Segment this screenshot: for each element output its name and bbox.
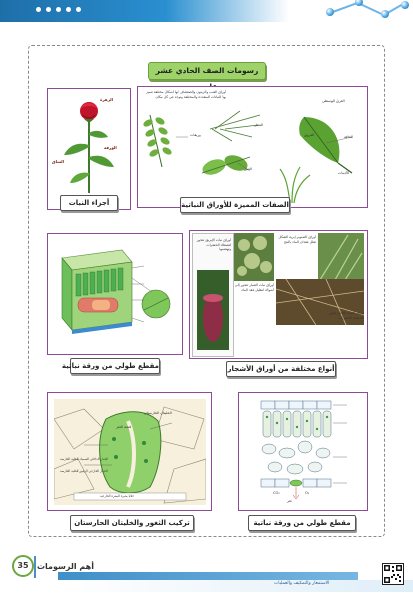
badge-leaf-features: الصفات المميزة للأوراق النباتية	[180, 197, 290, 213]
leaf-types-section	[189, 230, 368, 359]
badge-stomata: تركيب الثغور والخليتان الحارستان	[70, 515, 194, 531]
label-leaflets: وريقات	[190, 133, 201, 137]
page-number: 35	[12, 555, 34, 577]
badge-plant-parts: أجزاء النبات	[60, 195, 118, 211]
label-co2: CO₂	[273, 491, 280, 495]
badge-leaf-section-cells: مقطع طولي من ورقة نباتية	[248, 515, 356, 531]
footer-strip-light	[58, 580, 413, 592]
footer-title: أهم الرسومات	[37, 562, 94, 571]
header-dot	[56, 7, 61, 12]
label-stoma: ثغر	[287, 499, 292, 503]
label-inner-wall: الجدار الداخلي السميك للخلية الحارسة	[60, 457, 108, 461]
header-dot	[36, 7, 41, 12]
header-dot	[76, 7, 81, 12]
leaf-type-caption: أوراق نبات الإبريق تتحور لتصطاد الحشرات وتهضمها	[196, 238, 231, 252]
stomata-diagram	[54, 399, 206, 505]
pitcher-plant-photo	[197, 270, 229, 350]
plant-parts-section	[47, 88, 131, 210]
label-petiole: العنق	[244, 167, 252, 171]
qr-code-icon[interactable]	[382, 563, 404, 585]
leaf-cells-diagram	[243, 397, 363, 505]
leaf-type-caption-3: أوراق الصنوبر إبرية الشكل تقلل فقدان الماء بالنتح	[278, 235, 316, 244]
footer-subtitle: الاستمعار والتمكيف والعمليات	[274, 581, 330, 586]
label-stem: الساق	[52, 159, 65, 164]
succulent-photo	[234, 233, 274, 281]
stomata-section	[47, 392, 212, 511]
leaf-section-cells-section	[238, 392, 368, 511]
label-margin: الحافة	[344, 135, 354, 139]
leaf-section-3d-section	[47, 233, 183, 355]
label-leaf: الورقة	[104, 145, 117, 150]
leaf-diagrams	[140, 107, 368, 205]
footer-divider	[34, 556, 36, 578]
label-midrib: العرق الوسطي	[322, 99, 345, 103]
leaf-types-left-text	[192, 233, 234, 357]
label-stipule: الأذينات	[338, 171, 350, 175]
header-dot	[46, 7, 51, 12]
leaf-features-section	[137, 86, 368, 208]
label-epidermis: خلايا بشرة البشرة الخارجية	[100, 494, 134, 498]
label-o2: O₂	[305, 491, 310, 495]
label-outer-wall: الجدار الخارجي الرقيق للخلية الحارسة	[60, 469, 108, 473]
badge-leaf-section-3d: مقطع طولي من ورقة نباتية	[70, 358, 160, 374]
leaf-3d-section-diagram	[52, 238, 178, 350]
label-blade: النصل	[254, 123, 264, 127]
label-stoma-opening: فتحة الثغر	[116, 425, 132, 429]
page-title: رسومات الصف الحادي عشر	[148, 62, 266, 80]
badge-leaf-types: أنواع مختلفة من أوراق الأشجار	[226, 361, 336, 377]
leaf-features-text: أوراق العنب والزيتون والصفصاف لها أشكال مختلفة تتميز بها النباتات المتعددة والمختلفة وتوجد في كل مكان	[145, 90, 226, 99]
footer-strip	[58, 572, 358, 580]
leaf-type-caption-2: أوراق نبات الصبار تتحور إلى أشواك لتقليل فقد الماء	[234, 283, 274, 292]
label-guard-cells: الخليتان الحارستان	[144, 411, 172, 415]
label-veins: العروق	[304, 133, 315, 137]
label-flower: الزهرة	[100, 97, 113, 102]
leaf-type-caption-4: أوراق النبات اللاحم تتحور لاصطياد الحشرات	[328, 311, 364, 320]
header-dot	[66, 7, 71, 12]
